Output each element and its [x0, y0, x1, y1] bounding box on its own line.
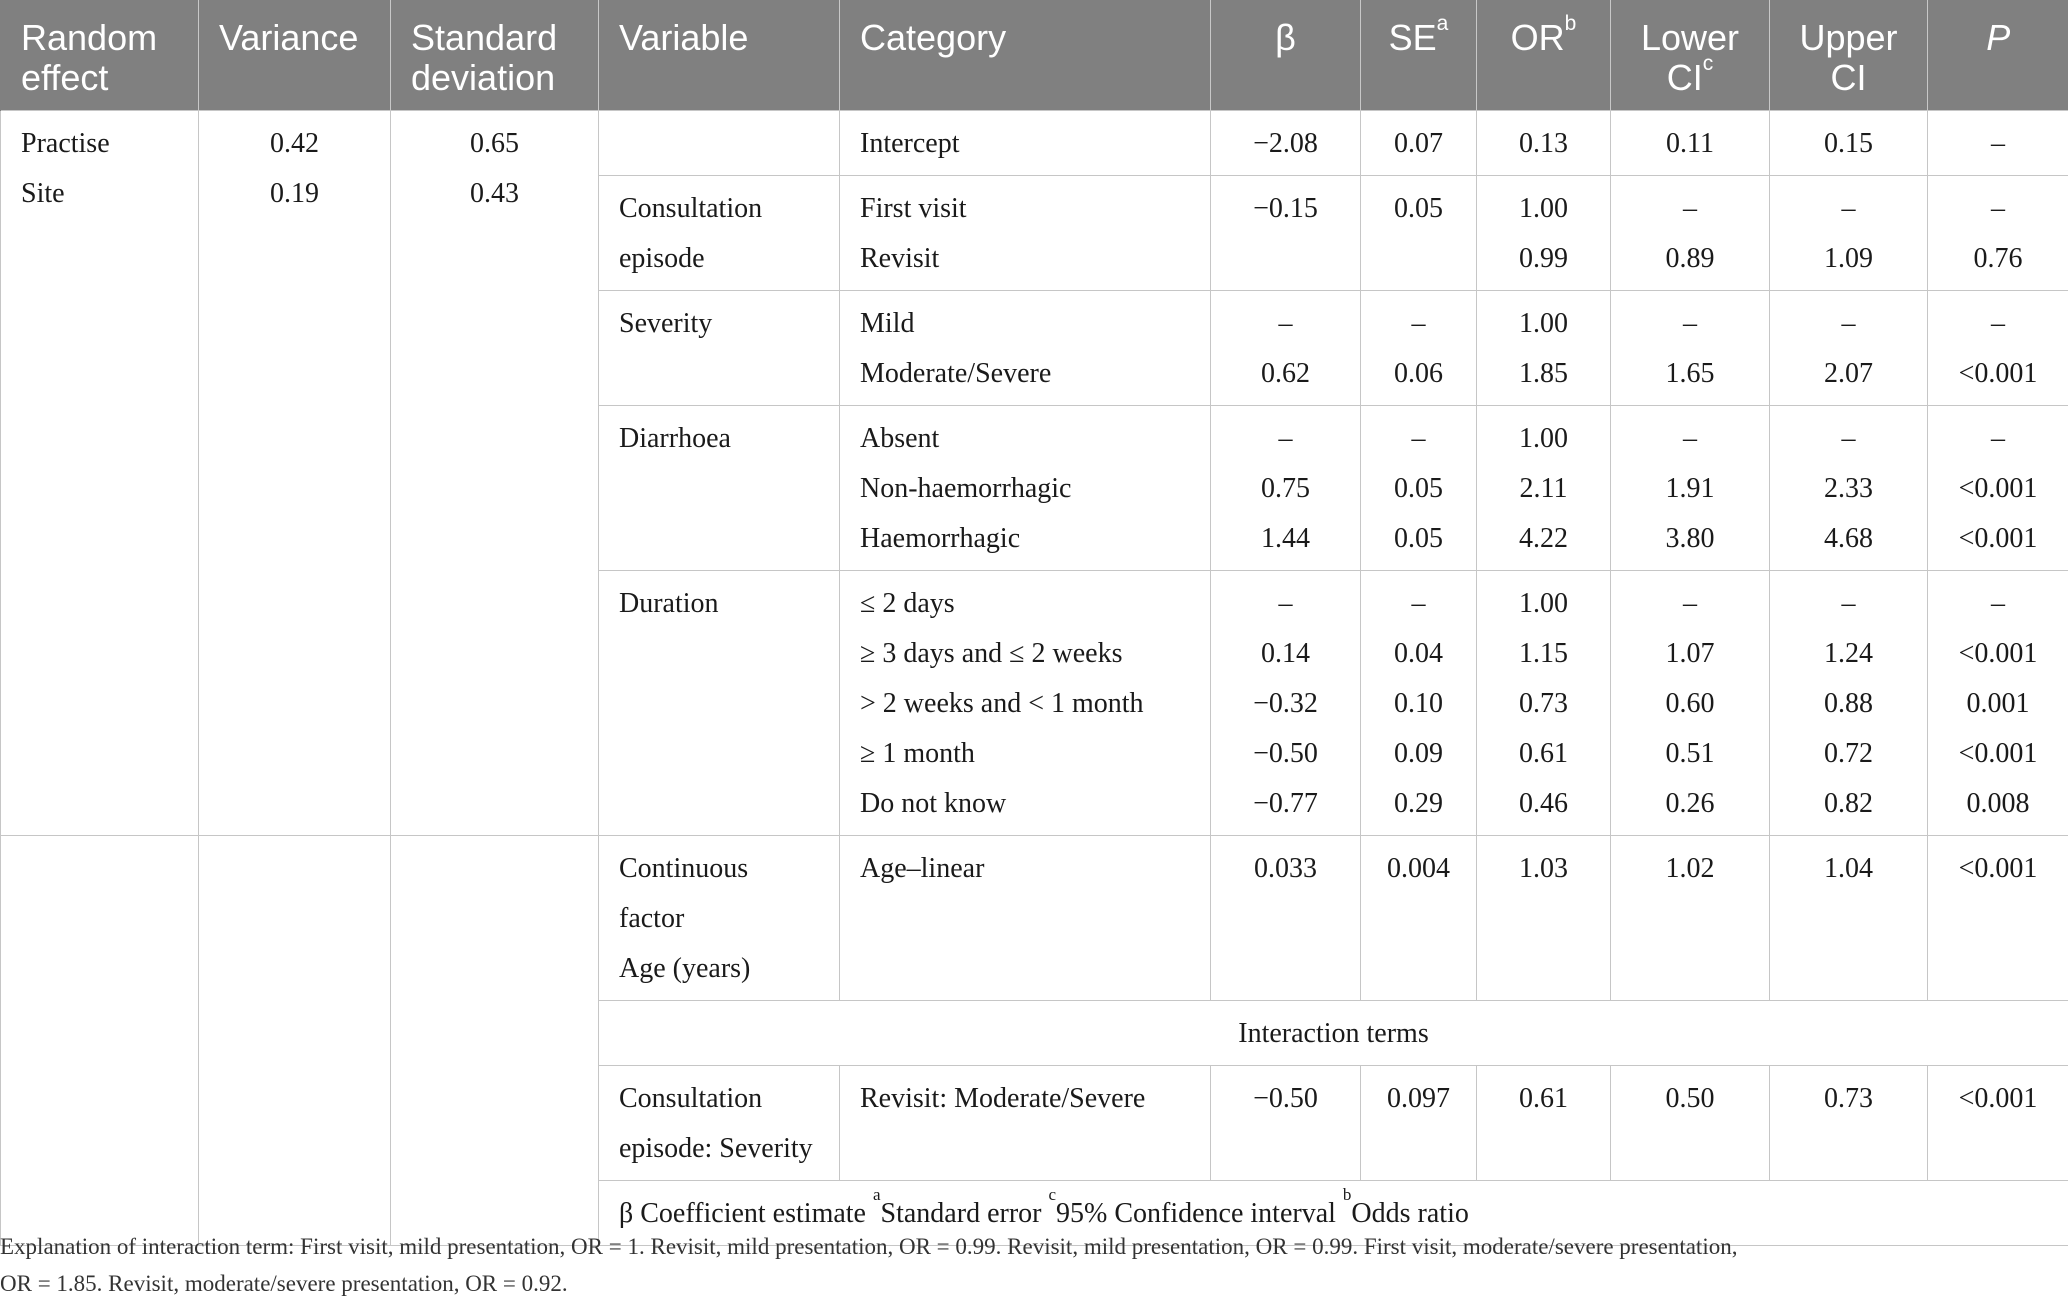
beta-cell [1211, 176, 1361, 291]
header-category: Category [840, 0, 1211, 111]
beta-cell-value: −0.15 [1253, 193, 1318, 224]
or-cell-value: 1.00 [1519, 193, 1568, 224]
variable-label: Duration [619, 588, 719, 619]
or-cell-value: 0.61 [1519, 1083, 1568, 1114]
lower-ci-cell [1611, 176, 1770, 291]
variable-cell [599, 1066, 840, 1181]
header-row [1, 0, 2068, 111]
beta-cell-value: 0.62 [1261, 358, 1310, 389]
p-value-cell-value: – [1991, 588, 2005, 619]
upper-ci-cell [1770, 176, 1928, 291]
p-value-cell-value: <0.001 [1958, 738, 2038, 769]
se-cell-value: – [1411, 423, 1426, 454]
variable-cell [599, 111, 840, 176]
variable-cell [599, 406, 840, 571]
header-se-label: SE [1388, 17, 1437, 58]
beta-cell-value: 0.75 [1261, 473, 1310, 504]
se-cell-value: 0.29 [1394, 788, 1443, 819]
table-row [1, 111, 2068, 176]
category-cell [840, 406, 1211, 571]
header-se-sup: a [1436, 12, 1449, 35]
category-label: > 2 weeks and < 1 month [860, 688, 1144, 719]
se-cell [1361, 291, 1477, 406]
standard-deviation-value: 0.43 [470, 178, 519, 209]
header-se [1361, 0, 1477, 111]
lower-ci-cell [1611, 571, 1770, 836]
upper-ci-cell-value: 0.82 [1824, 788, 1873, 819]
upper-ci-cell-value: 2.33 [1824, 473, 1873, 504]
lower-ci-cell-value: 0.26 [1665, 788, 1715, 819]
header-beta: β [1211, 0, 1361, 111]
or-cell-value: 0.99 [1519, 243, 1568, 274]
se-cell-value: 0.09 [1394, 738, 1443, 769]
lower-ci-cell-value: 3.80 [1665, 523, 1715, 554]
category-cell [840, 176, 1211, 291]
se-cell-value: 0.04 [1394, 638, 1443, 669]
upper-ci-cell-value: 0.72 [1824, 738, 1873, 769]
or-cell [1477, 291, 1611, 406]
se-cell-value: 0.05 [1394, 523, 1443, 554]
lower-ci-cell-value: 0.50 [1665, 1083, 1715, 1114]
p-value-cell-value: <0.001 [1958, 358, 2038, 389]
variable-label: Consultation [619, 1083, 763, 1114]
table-row [1, 836, 2068, 1001]
upper-ci-cell [1770, 836, 1928, 1001]
se-cell-value: 0.05 [1394, 473, 1443, 504]
p-value-cell-value: 0.001 [1966, 688, 2030, 719]
upper-ci-cell-value: 0.88 [1824, 688, 1873, 719]
variance-value: 0.42 [270, 128, 319, 159]
standard-deviation-cell [391, 111, 599, 836]
or-cell-value: 0.61 [1519, 738, 1568, 769]
p-value-cell-value: – [1991, 193, 2005, 224]
table-explanation [0, 1228, 2050, 1302]
se-cell-value: – [1411, 588, 1426, 619]
lower-ci-cell-value: 1.07 [1665, 638, 1715, 669]
upper-ci-cell-value: – [1841, 308, 1856, 339]
category-label: Do not know [860, 788, 1007, 819]
p-value-cell-value: <0.001 [1958, 523, 2038, 554]
footnote-beta: β Coefficient estimate [619, 1198, 873, 1229]
category-label: Intercept [860, 128, 960, 159]
p-value-cell-value: 0.76 [1973, 243, 2023, 274]
se-cell-value [1381, 234, 1456, 284]
header-lower-ci [1611, 0, 1770, 111]
beta-cell-value [1231, 234, 1340, 284]
variance-value: 0.19 [270, 178, 319, 209]
se-cell [1361, 176, 1477, 291]
p-value-cell [1928, 291, 2068, 406]
or-cell-value: 2.11 [1519, 473, 1568, 504]
footnote-a-sup: a [872, 1185, 881, 1204]
footnote-a: Standard error [880, 1198, 1049, 1229]
se-cell-value: – [1411, 308, 1426, 339]
p-value-cell [1928, 406, 2068, 571]
category-label: Age–linear [860, 853, 985, 884]
lower-ci-cell-value: – [1683, 308, 1697, 339]
category-label: Revisit [860, 243, 940, 274]
random-effect-name: Site [21, 178, 65, 209]
header-lower-ci-sup: c [1702, 52, 1714, 75]
se-cell [1361, 406, 1477, 571]
variable-label: episode [619, 243, 705, 274]
p-value-cell-value: – [1991, 308, 2005, 339]
category-label: ≥ 1 month [860, 738, 975, 769]
category-label: Absent [860, 423, 940, 454]
lower-ci-cell [1611, 111, 1770, 176]
random-effect-cell [1, 111, 199, 836]
header-lower-ci-label: Lower CI [1640, 17, 1740, 98]
upper-ci-cell-value: 0.15 [1824, 128, 1873, 159]
beta-cell [1211, 571, 1361, 836]
lower-ci-cell [1611, 836, 1770, 1001]
or-cell-value: 1.00 [1519, 308, 1568, 339]
upper-ci-cell-value: 0.73 [1824, 1083, 1873, 1114]
or-cell-value: 4.22 [1519, 523, 1568, 554]
beta-cell-value: – [1278, 588, 1293, 619]
p-value-cell-value: – [1991, 128, 2005, 159]
se-cell [1361, 1066, 1477, 1181]
upper-ci-cell-value: – [1841, 193, 1856, 224]
category-label: Haemorrhagic [860, 523, 1021, 554]
p-value-cell-value: <0.001 [1958, 1083, 2038, 1114]
empty-random-effect-cell [1, 836, 199, 1246]
se-cell-value: 0.097 [1387, 1083, 1450, 1114]
variable-cell [599, 291, 840, 406]
variable-label: episode: Severity [619, 1133, 813, 1164]
category-cell [840, 1066, 1211, 1181]
header-p [1928, 0, 2068, 111]
p-value-cell-value: <0.001 [1958, 638, 2038, 669]
or-cell-value: 0.13 [1519, 128, 1568, 159]
variable-label: Continuous [619, 853, 749, 884]
category-cell [840, 291, 1211, 406]
lower-ci-cell-value: 1.02 [1665, 853, 1715, 884]
p-value-cell-value: <0.001 [1958, 853, 2038, 884]
category-cell [840, 836, 1211, 1001]
category-label: Revisit: Moderate/Severe [860, 1083, 1146, 1114]
beta-cell-value: −0.50 [1253, 738, 1318, 769]
upper-ci-cell-value: 2.07 [1824, 358, 1873, 389]
variable-cell [599, 571, 840, 836]
explanation-line: OR = 1.85. Revisit, moderate/severe presentation, OR = 0.92. [0, 1271, 568, 1296]
or-cell [1477, 111, 1611, 176]
header-standard-deviation: Standard deviation [391, 0, 599, 111]
beta-cell [1211, 836, 1361, 1001]
or-cell [1477, 406, 1611, 571]
beta-cell [1211, 111, 1361, 176]
se-cell-value: 0.07 [1394, 128, 1443, 159]
beta-cell-value: −0.50 [1253, 1083, 1318, 1114]
standard-deviation-value: 0.65 [470, 128, 519, 159]
header-random-effect: Random effect [1, 0, 199, 111]
beta-cell-value: 1.44 [1261, 523, 1310, 554]
or-cell-value: 1.85 [1519, 358, 1568, 389]
header-variable: Variable [599, 0, 840, 111]
footnote-c-sup: c [1048, 1185, 1057, 1204]
upper-ci-cell-value: – [1841, 588, 1856, 619]
upper-ci-cell-value: 1.09 [1824, 243, 1873, 274]
lower-ci-cell-value: 0.60 [1665, 688, 1715, 719]
beta-cell [1211, 1066, 1361, 1181]
variable-label: Consultation [619, 193, 763, 224]
p-value-cell-value: <0.001 [1958, 473, 2038, 504]
se-cell [1361, 571, 1477, 836]
beta-cell-value: – [1278, 308, 1293, 339]
p-value-cell [1928, 836, 2068, 1001]
or-cell-value: 1.00 [1519, 588, 1568, 619]
p-value-cell-value: – [1991, 423, 2005, 454]
beta-cell-value: −0.32 [1253, 688, 1318, 719]
category-label: Mild [860, 308, 915, 339]
variable-label: Diarrhoea [619, 423, 731, 454]
beta-cell-value: −2.08 [1253, 128, 1318, 159]
or-cell [1477, 1066, 1611, 1181]
header-or-label: OR [1510, 17, 1565, 58]
p-value-cell [1928, 571, 2068, 836]
category-label: Non-haemorrhagic [860, 473, 1072, 504]
beta-cell-value: 0.14 [1261, 638, 1310, 669]
category-label: ≤ 2 days [860, 588, 955, 619]
variance-cell [199, 111, 391, 836]
lower-ci-cell-value: – [1683, 588, 1697, 619]
footnote-b-sup: b [1342, 1185, 1352, 1204]
lower-ci-cell-value: 0.51 [1665, 738, 1715, 769]
beta-cell [1211, 291, 1361, 406]
header-upper-ci: Upper CI [1770, 0, 1928, 111]
or-cell-value: 1.15 [1519, 638, 1568, 669]
lower-ci-cell-value: – [1683, 423, 1697, 454]
beta-cell-value: – [1278, 423, 1293, 454]
interaction-terms-title: Interaction terms [599, 1001, 2068, 1066]
variable-cell [599, 836, 840, 1001]
category-cell [840, 571, 1211, 836]
se-cell-value: 0.05 [1394, 193, 1443, 224]
se-cell [1361, 836, 1477, 1001]
lower-ci-cell [1611, 406, 1770, 571]
footnote-c: 95% Confidence interval [1056, 1198, 1343, 1229]
p-value-cell-value: 0.008 [1966, 788, 2030, 819]
header-or [1477, 0, 1611, 111]
lower-ci-cell [1611, 291, 1770, 406]
p-value-cell [1928, 176, 2068, 291]
variable-cell [599, 176, 840, 291]
p-value-cell [1928, 111, 2068, 176]
variable-label: factor [619, 903, 685, 934]
category-label: ≥ 3 days and ≤ 2 weeks [860, 638, 1123, 669]
upper-ci-cell-value: 1.04 [1824, 853, 1873, 884]
footnote-b: Odds ratio [1351, 1198, 1469, 1229]
se-cell-value: 0.06 [1394, 358, 1443, 389]
empty-sd-cell [391, 836, 599, 1246]
category-cell [840, 111, 1211, 176]
or-cell [1477, 176, 1611, 291]
header-variance: Variance [199, 0, 391, 111]
lower-ci-cell [1611, 1066, 1770, 1181]
upper-ci-cell-value: 4.68 [1824, 523, 1873, 554]
se-cell [1361, 111, 1477, 176]
empty-variance-cell [199, 836, 391, 1246]
or-cell [1477, 571, 1611, 836]
p-value-cell [1928, 1066, 2068, 1181]
explanation-line: Explanation of interaction term: First visit, mild presentation, OR = 1. Revisit, mild presentation, OR = 0.99. Revisit, mild presentation, OR = 0.99. First visit, moderate/severe presentation, [0, 1234, 1738, 1259]
lower-ci-cell-value: 1.91 [1665, 473, 1715, 504]
variable-label: Age (years) [619, 953, 751, 984]
se-cell-value: 0.10 [1394, 688, 1443, 719]
random-effect-name: Practise [21, 128, 110, 159]
lower-ci-cell-value: – [1683, 193, 1697, 224]
header-p-label: P [1986, 17, 2011, 58]
lower-ci-cell-value: 1.65 [1665, 358, 1715, 389]
upper-ci-cell-value: – [1841, 423, 1856, 454]
se-cell-value: 0.004 [1387, 853, 1450, 884]
or-cell-value: 1.00 [1519, 423, 1568, 454]
or-cell-value: 1.03 [1519, 853, 1568, 884]
or-cell-value: 0.46 [1519, 788, 1568, 819]
or-cell-value: 0.73 [1519, 688, 1568, 719]
variable-label: Severity [619, 308, 713, 339]
upper-ci-cell [1770, 111, 1928, 176]
beta-cell [1211, 406, 1361, 571]
upper-ci-cell [1770, 406, 1928, 571]
lower-ci-cell-value: 0.89 [1665, 243, 1715, 274]
upper-ci-cell [1770, 291, 1928, 406]
category-label: Moderate/Severe [860, 358, 1052, 389]
beta-cell-value: 0.033 [1254, 853, 1317, 884]
beta-cell-value: −0.77 [1253, 788, 1318, 819]
category-label: First visit [860, 193, 967, 224]
header-or-sup: b [1564, 12, 1577, 35]
upper-ci-cell [1770, 571, 1928, 836]
or-cell [1477, 836, 1611, 1001]
lower-ci-cell-value: 0.11 [1666, 128, 1714, 159]
upper-ci-cell-value: 1.24 [1824, 638, 1873, 669]
upper-ci-cell [1770, 1066, 1928, 1181]
